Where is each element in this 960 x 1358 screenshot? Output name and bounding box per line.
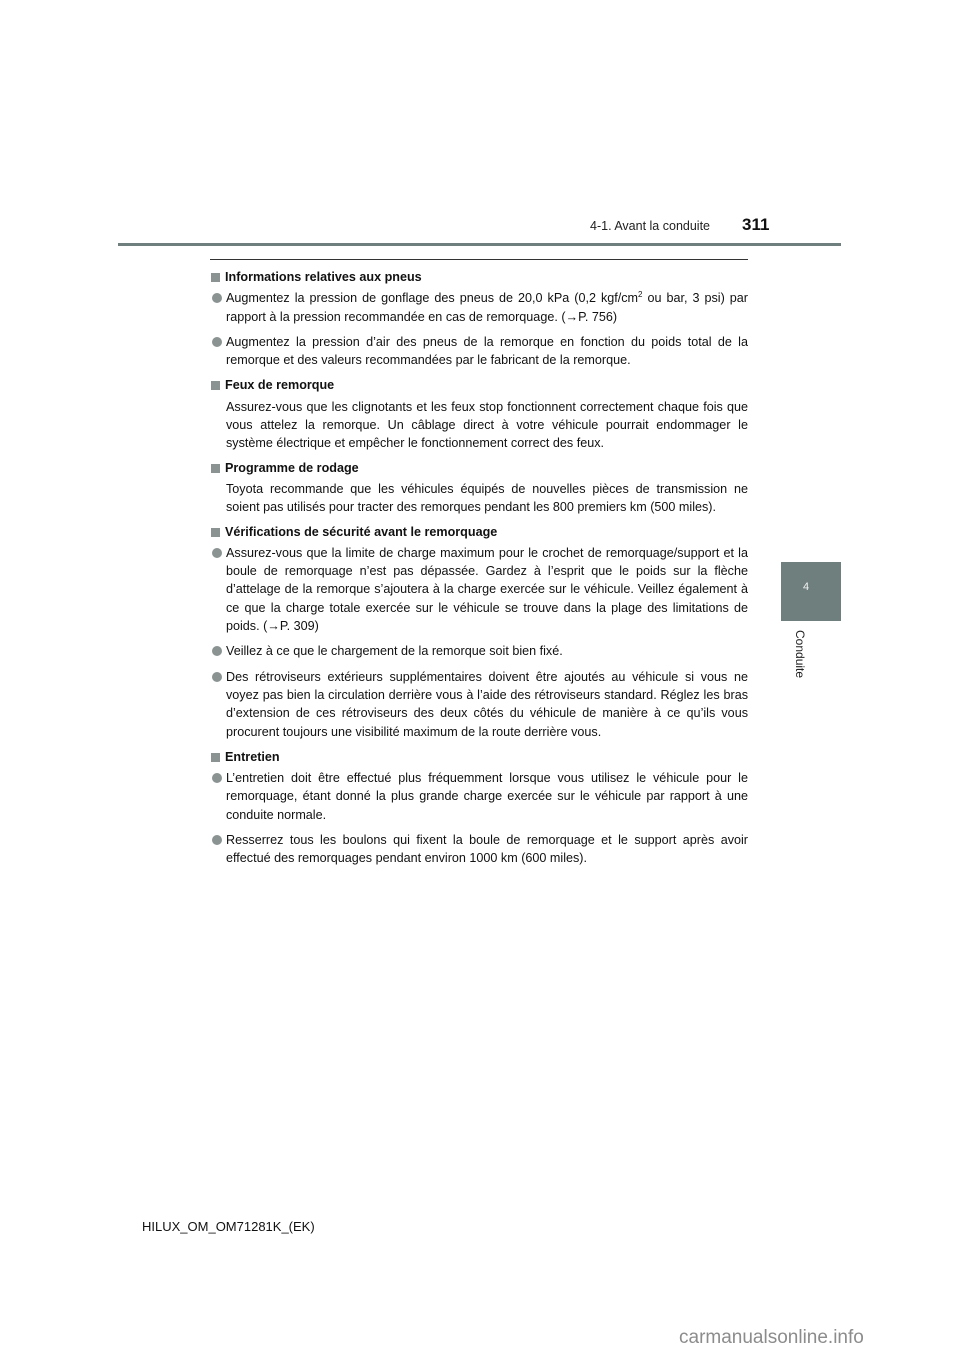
circle-bullet-icon	[212, 337, 222, 347]
section-title: Informations relatives aux pneus	[210, 268, 748, 286]
content-divider	[210, 259, 748, 260]
square-bullet-icon	[211, 528, 220, 537]
chapter-number: 4	[803, 581, 810, 593]
list-item: Augmentez la pression d’air des pneus de la remorque en fonction du poids total de la remorque et des valeurs recommandées par le fabricant de la remorque.	[210, 333, 748, 370]
square-bullet-icon	[211, 464, 220, 473]
list-item: Des rétroviseurs extérieurs supplémentaires doivent être ajoutés au véhicule si vous ne voyez pas bien la circulation derrière vous à l’aide des rétroviseurs standard. Réglez les bras d’extension de ces rétroviseurs des deux côtés du véhicule de manière à ce qu’ils vous procurent toujours une visibilité maximum de la route derrière vous.	[210, 668, 748, 741]
chapter-tab	[781, 562, 841, 621]
list-item: Resserrez tous les boulons qui fixent la boule de remorquage et le support après avoir effectué des remorquages pendant environ 1000 km (600 miles).	[210, 831, 748, 868]
header-divider	[118, 243, 841, 246]
section-safety-checks	[210, 523, 748, 741]
circle-bullet-icon	[212, 293, 222, 303]
circle-bullet-icon	[212, 548, 222, 558]
chapter-label: Conduite	[793, 630, 807, 679]
header-section-title: 4-1. Avant la conduite	[590, 219, 710, 233]
page-content	[210, 268, 748, 875]
paragraph: Toyota recommande que les véhicules équipés de nouvelles pièces de transmission ne soient pas utilisés pour tracter des remorques pendant les 800 premiers km (500 miles).	[226, 481, 748, 515]
section-maintenance	[210, 748, 748, 868]
circle-bullet-icon	[212, 835, 222, 845]
page-number: 311	[742, 215, 770, 234]
list-item: Augmentez la pression de gonflage des pneus de 20,0 kPa (0,2 kgf/$cm^2$ ou bar, 3 psi) par rapport à la pression recommandée en cas de remorquage. (→P. 756)	[210, 289, 748, 326]
watermark: carmanualsonline.info	[679, 1327, 864, 1348]
circle-bullet-icon	[212, 646, 222, 656]
list-item: Assurez-vous que la limite de charge maximum pour le crochet de remorquage/support et la boule de remorquage n’est pas dépassée. Gardez à l’esprit que le poids sur la flèche d’attelage de la remorque s’ajoutera à la charge exercée sur le véhicule. Veillez également à ce que la charge totale exercée sur le véhicule se trouve dans la plage des limitations de poids. (→P. 309)	[210, 544, 748, 635]
list-item: Veillez à ce que le chargement de la remorque soit bien fixé.	[210, 642, 748, 660]
list-item: L’entretien doit être effectué plus fréquemment lorsque vous utilisez le véhicule pour le remorquage, étant donné la plus grande charge exercée sur le véhicule par rapport à une conduite normale.	[210, 769, 748, 824]
square-bullet-icon	[211, 273, 220, 282]
circle-bullet-icon	[212, 773, 222, 783]
square-bullet-icon	[211, 753, 220, 762]
paragraph: Assurez-vous que les clignotants et les feux stop fonctionnent correctement chaque fois que vous attelez la remorque. Un câblage direct à votre véhicule pourrait endommager le système électrique et empêcher le fonctionnement correct des feux.	[226, 399, 748, 451]
section-break-in	[210, 459, 748, 517]
section-title: Programme de rodage	[210, 459, 748, 477]
section-title: Feux de remorque	[210, 376, 748, 394]
square-bullet-icon	[211, 381, 220, 390]
section-title: Vérifications de sécurité avant le remorquage	[210, 523, 748, 541]
document-code: HILUX_OM_OM71281K_(EK)	[142, 1219, 315, 1234]
section-tires	[210, 268, 748, 369]
section-title: Entretien	[210, 748, 748, 766]
section-trailer-lights	[210, 376, 748, 452]
circle-bullet-icon	[212, 672, 222, 682]
